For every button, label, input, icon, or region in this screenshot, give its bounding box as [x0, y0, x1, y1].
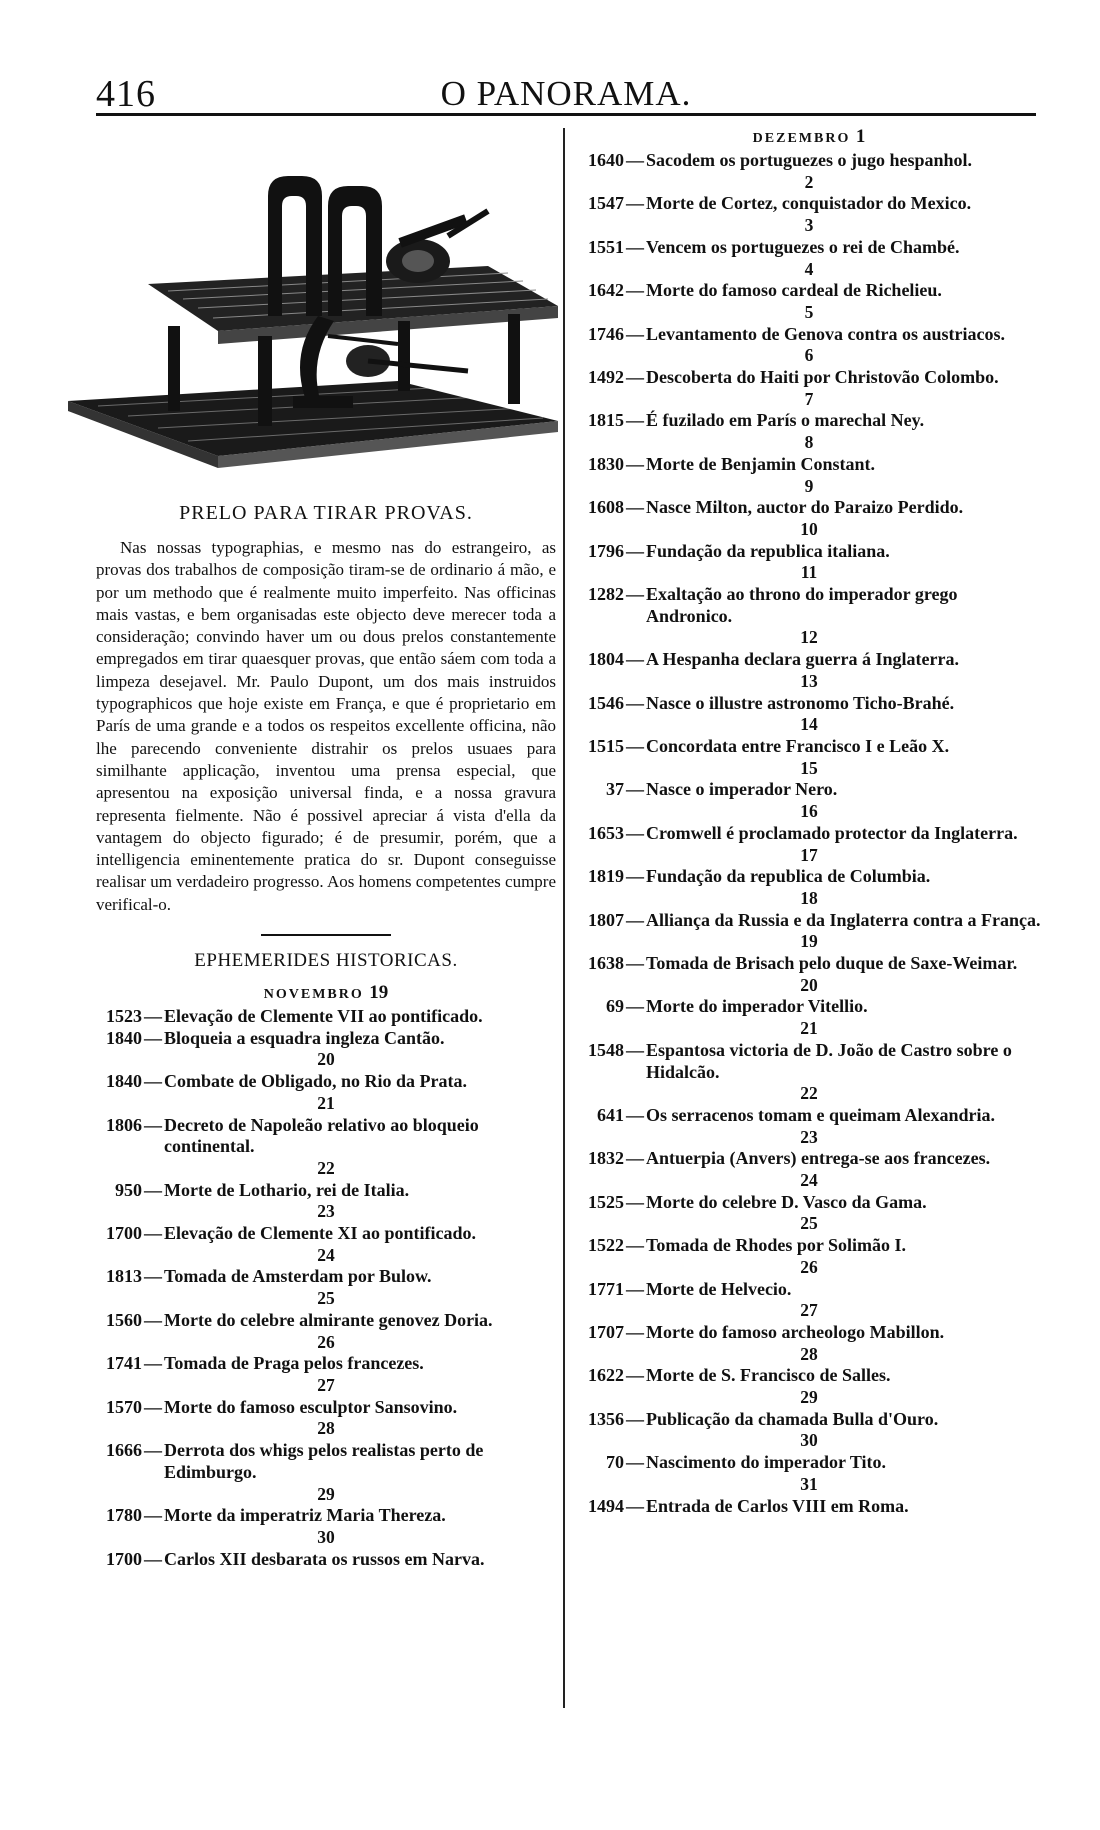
december-entries — [574, 150, 1044, 1517]
day-heading: 4 — [804, 258, 814, 279]
day-heading: 19 — [800, 931, 818, 952]
month-name: NOVEMBRO — [263, 987, 364, 1003]
day-heading: 9 — [804, 475, 814, 496]
ephemeris-entry — [574, 584, 1044, 627]
entry-year: 1840 — [106, 1027, 142, 1048]
day-heading: 31 — [800, 1473, 818, 1494]
entry-dash: — — [626, 1039, 644, 1060]
entry-dash: — — [144, 1548, 162, 1569]
entry-dash: — — [626, 1365, 644, 1386]
entry-text: Elevação de Clemente VII ao pontificado. — [164, 1006, 483, 1027]
entry-dash: — — [144, 1223, 162, 1244]
entry-dash: — — [144, 1440, 162, 1461]
ephemeris-entry — [574, 1365, 1044, 1387]
entry-text: Morte do famoso esculptor Sansovino. — [164, 1396, 458, 1417]
ephemeris-entry — [96, 1006, 556, 1028]
ephemeris-entry — [96, 1180, 556, 1202]
day-heading: 24 — [800, 1170, 818, 1191]
entry-text: Carlos XII desbarata os russos em Narva. — [164, 1548, 485, 1569]
entry-year: 1707 — [588, 1321, 624, 1342]
entry-text: Descoberta do Haiti por Christovão Colombo. — [646, 367, 999, 388]
entry-year: 1796 — [588, 540, 624, 561]
entry-text: Morte de Benjamin Constant. — [646, 453, 875, 474]
entry-year: 1523 — [106, 1006, 142, 1027]
ephemeris-entry — [96, 1115, 556, 1158]
ephemeris-entry — [574, 497, 1044, 519]
entry-dash: — — [144, 1353, 162, 1374]
entry-year: 1492 — [588, 367, 624, 388]
ephemeris-entry — [574, 1409, 1044, 1431]
entry-text: Morte de Helvecio. — [646, 1278, 792, 1299]
entry-text: Morte do imperador Vitellio. — [646, 996, 868, 1017]
entry-dash: — — [626, 1104, 644, 1125]
entry-dash: — — [626, 323, 644, 344]
entry-dash: — — [626, 280, 644, 301]
page-number: 416 — [96, 73, 156, 115]
entry-year: 70 — [606, 1452, 624, 1473]
entry-year: 1840 — [106, 1071, 142, 1092]
day-heading: 26 — [800, 1256, 818, 1277]
entry-text: Tomada de Rhodes por Solimão I. — [646, 1235, 907, 1256]
day-heading: 10 — [800, 518, 818, 539]
entry-year: 950 — [115, 1179, 142, 1200]
november-entries — [96, 1006, 556, 1570]
day-heading: 17 — [800, 844, 818, 865]
entry-year: 37 — [606, 779, 624, 800]
header-rule — [96, 113, 1036, 116]
entry-text: Exaltação ao throno do imperador grego Andronico. — [646, 584, 958, 626]
day-heading: 22 — [800, 1083, 818, 1104]
entry-year: 1515 — [588, 735, 624, 756]
entry-text: Morte de Cortez, conquistador do Mexico. — [646, 193, 972, 214]
entry-text: Fundação da republica italiana. — [646, 540, 890, 561]
ephemeris-entry — [574, 1040, 1044, 1083]
entry-text: Cromwell é proclamado protector da Inglaterra. — [646, 822, 1018, 843]
day-heading: 14 — [800, 714, 818, 735]
entry-text: Fundação da republica de Columbia. — [646, 866, 931, 887]
entry-text: Morte do celebre almirante genovez Doria. — [164, 1309, 493, 1330]
entry-year: 1642 — [588, 280, 624, 301]
entry-year: 1525 — [588, 1191, 624, 1212]
day-heading: 27 — [800, 1300, 818, 1321]
entry-dash: — — [144, 1309, 162, 1330]
entry-dash: — — [626, 1408, 644, 1429]
day-heading: 28 — [800, 1343, 818, 1364]
entry-year: 1622 — [588, 1365, 624, 1386]
ephemeris-entry — [574, 1105, 1044, 1127]
day-heading: 23 — [800, 1126, 818, 1147]
day-heading: 28 — [317, 1418, 335, 1439]
ephemeris-entry — [96, 1353, 556, 1375]
ephemerides-title: EPHEMERIDES HISTORICAS. — [194, 950, 458, 972]
month-heading-december — [574, 126, 1044, 148]
entry-dash: — — [626, 410, 644, 431]
entry-dash: — — [626, 822, 644, 843]
entry-year: 1546 — [588, 692, 624, 713]
ephemeris-entry — [96, 1223, 556, 1245]
entry-year: 1807 — [588, 909, 624, 930]
ephemeris-entry — [574, 866, 1044, 888]
entry-dash: — — [626, 692, 644, 713]
entry-text: Derrota dos whigs pelos realistas perto de Edimburgo. — [164, 1440, 484, 1482]
right-column — [574, 126, 1044, 1517]
ephemeris-entry — [574, 367, 1044, 389]
ephemeris-entry — [574, 1496, 1044, 1518]
entry-year: 1832 — [588, 1148, 624, 1169]
entry-text: Morte de S. Francisco de Salles. — [646, 1365, 891, 1386]
entry-dash: — — [626, 150, 644, 170]
entry-text: Nasce Milton, auctor do Paraizo Perdido. — [646, 497, 964, 518]
ephemeris-entry — [574, 996, 1044, 1018]
ephemeris-entry — [574, 1235, 1044, 1257]
entry-year: 1551 — [588, 236, 624, 257]
entry-text: Espantosa victoria de D. João de Castro sobre o Hidalcão. — [646, 1039, 1012, 1082]
ephemeris-entry — [574, 1452, 1044, 1474]
day-heading: 13 — [800, 670, 818, 691]
ephemeris-entry — [574, 953, 1044, 975]
entry-dash: — — [144, 1266, 162, 1287]
entry-year: 1640 — [588, 150, 624, 170]
entry-year: 1819 — [588, 866, 624, 887]
ephemeris-entry — [574, 823, 1044, 845]
printing-press-illustration — [68, 166, 568, 486]
entry-dash: — — [626, 1278, 644, 1299]
entry-year: 1830 — [588, 453, 624, 474]
month-start-day: 19 — [369, 982, 389, 1004]
entry-text: Sacodem os portuguezes o jugo hespanhol. — [646, 150, 973, 170]
entry-text: Nasce o illustre astronomo Ticho-Brahé. — [646, 692, 955, 713]
entry-dash: — — [626, 584, 644, 605]
entry-year: 1746 — [588, 323, 624, 344]
ephemeris-entry — [96, 1028, 556, 1050]
entry-dash: — — [626, 779, 644, 800]
entry-text: Tomada de Amsterdam por Bulow. — [164, 1266, 432, 1287]
entry-text: Morte do famoso cardeal de Richelieu. — [646, 280, 942, 301]
entry-text: Publicação da chamada Bulla d'Ouro. — [646, 1408, 939, 1429]
entry-text: Morte de Lothario, rei de Italia. — [164, 1179, 410, 1200]
entry-year: 1780 — [106, 1505, 142, 1526]
month-heading-november — [96, 982, 556, 1004]
ephemeris-entry — [574, 736, 1044, 758]
entry-text: Concordata entre Francisco I e Leão X. — [646, 735, 950, 756]
entry-dash: — — [626, 367, 644, 388]
entry-year: 1666 — [106, 1440, 142, 1461]
day-heading: 22 — [317, 1157, 335, 1178]
press-engraving — [96, 126, 556, 496]
entry-dash: — — [626, 1452, 644, 1473]
ephemeris-entry — [574, 454, 1044, 476]
entry-text: Tomada de Praga pelos francezes. — [164, 1353, 424, 1374]
entry-dash: — — [626, 909, 644, 930]
entry-text: Levantamento de Genova contra os austriacos. — [646, 323, 1005, 344]
ephemeris-entry — [574, 1192, 1044, 1214]
entry-dash: — — [144, 1027, 162, 1048]
entry-dash: — — [144, 1396, 162, 1417]
entry-dash: — — [144, 1006, 162, 1027]
entry-text: Os serracenos tomam e queimam Alexandria. — [646, 1104, 995, 1125]
entry-year: 1700 — [106, 1548, 142, 1569]
day-heading: 20 — [317, 1049, 335, 1070]
entry-year: 1815 — [588, 410, 624, 431]
entry-year: 1653 — [588, 822, 624, 843]
ephemeris-entry — [574, 693, 1044, 715]
section-rule — [261, 934, 391, 936]
ephemeris-entry — [574, 1322, 1044, 1344]
entry-year: 1356 — [588, 1408, 624, 1429]
entry-dash: — — [626, 996, 644, 1017]
ephemeris-entry — [574, 150, 1044, 172]
day-heading: 2 — [804, 171, 814, 192]
day-heading: 27 — [317, 1375, 335, 1395]
entry-text: Morte do famoso archeologo Mabillon. — [646, 1321, 945, 1342]
entry-dash: — — [626, 649, 644, 670]
entry-text: Nasce o imperador Nero. — [646, 779, 838, 800]
ephemeris-entry — [574, 541, 1044, 563]
entry-dash: — — [144, 1179, 162, 1200]
day-heading: 29 — [317, 1483, 335, 1504]
entry-year: 69 — [606, 996, 624, 1017]
ephemeris-entry — [574, 410, 1044, 432]
day-heading: 25 — [317, 1288, 335, 1309]
day-heading: 6 — [804, 345, 814, 366]
day-heading: 25 — [800, 1213, 818, 1234]
entry-text: Alliança da Russia e da Inglaterra contra a França. — [646, 909, 1041, 930]
entry-dash: — — [144, 1071, 162, 1092]
day-heading: 30 — [800, 1430, 818, 1451]
entry-year: 1806 — [106, 1114, 142, 1135]
entry-text: Morte do celebre D. Vasco da Gama. — [646, 1191, 927, 1212]
ephemeris-entry — [574, 1148, 1044, 1170]
day-heading: 16 — [800, 801, 818, 822]
day-heading: 29 — [800, 1387, 818, 1408]
page-header — [96, 72, 1036, 116]
ephemeris-entry — [96, 1266, 556, 1288]
day-heading: 11 — [800, 562, 818, 583]
entry-text: Antuerpia (Anvers) entrega-se aos francezes. — [646, 1148, 991, 1169]
ephemeris-entry — [574, 1279, 1044, 1301]
day-heading: 8 — [804, 432, 814, 453]
entry-text: Nascimento do imperador Tito. — [646, 1452, 887, 1473]
entry-dash: — — [626, 453, 644, 474]
day-heading: 21 — [800, 1018, 818, 1039]
ephemeris-entry — [96, 1071, 556, 1093]
ephemeris-entry — [574, 193, 1044, 215]
day-heading: 18 — [800, 887, 818, 908]
entry-dash: — — [144, 1114, 162, 1135]
month-start-day: 1 — [855, 126, 866, 147]
ephemeris-entry — [96, 1397, 556, 1419]
entry-year: 1608 — [588, 497, 624, 518]
day-heading: 7 — [804, 388, 814, 409]
entry-dash: — — [626, 1495, 644, 1516]
entry-dash: — — [626, 1191, 644, 1212]
entry-year: 641 — [597, 1104, 624, 1125]
month-name: DEZEMBRO — [752, 131, 851, 146]
journal-title: O PANORAMA. — [440, 74, 692, 113]
entry-text: Entrada de Carlos VIII em Roma. — [646, 1495, 909, 1516]
entry-year: 1547 — [588, 193, 624, 214]
entry-text: Vencem os portuguezes o rei de Chambé. — [646, 236, 960, 257]
ephemeris-entry — [574, 910, 1044, 932]
ephemeris-entry — [96, 1440, 556, 1483]
day-heading: 30 — [317, 1526, 335, 1547]
entry-dash: — — [626, 1235, 644, 1256]
entry-year: 1700 — [106, 1223, 142, 1244]
entry-dash: — — [626, 1148, 644, 1169]
day-heading: 24 — [317, 1244, 335, 1265]
entry-text: Combate de Obligado, no Rio da Prata. — [164, 1071, 468, 1092]
day-heading: 3 — [804, 215, 814, 236]
figure-caption: PRELO PARA TIRAR PROVAS. — [179, 502, 473, 524]
day-heading: 26 — [317, 1331, 335, 1352]
entry-dash: — — [144, 1505, 162, 1526]
entry-year: 1804 — [588, 649, 624, 670]
ephemeris-entry — [574, 280, 1044, 302]
day-heading: 20 — [800, 974, 818, 995]
entry-year: 1560 — [106, 1309, 142, 1330]
entry-year: 1548 — [588, 1039, 624, 1060]
entry-year: 1282 — [588, 584, 624, 605]
day-heading: 5 — [804, 301, 814, 322]
day-heading: 15 — [800, 757, 818, 778]
entry-text: É fuzilado em París o marechal Ney. — [646, 410, 925, 431]
entry-dash: — — [626, 193, 644, 214]
ephemeris-entry — [574, 237, 1044, 259]
ephemeris-entry — [96, 1505, 556, 1527]
entry-dash: — — [626, 540, 644, 561]
day-heading: 21 — [317, 1092, 335, 1113]
entry-dash: — — [626, 1321, 644, 1342]
ephemeris-entry — [574, 324, 1044, 346]
day-heading: 12 — [800, 627, 818, 648]
left-column — [96, 126, 556, 1570]
entry-year: 1638 — [588, 953, 624, 974]
entry-text: A Hespanha declara guerra á Inglaterra. — [646, 649, 959, 670]
entry-year: 1570 — [106, 1396, 142, 1417]
entry-dash: — — [626, 497, 644, 518]
ephemeris-entry — [96, 1310, 556, 1332]
entry-year: 1741 — [106, 1353, 142, 1374]
entry-dash: — — [626, 866, 644, 887]
ephemeris-entry — [574, 649, 1044, 671]
article-body — [96, 537, 556, 916]
entry-dash: — — [626, 236, 644, 257]
article-paragraph: Nas nossas typographias, e mesmo nas do estrangeiro, as provas dos trabalhos de composição tiram-se de ordinario á mão, e por um methodo que é realmente muito imperfeito. Nas officinas mais vastas, e bem organisadas este objecto deve merecer toda a consideração; convindo haver um ou dous prelos constantemente empregados em tirar quaesquer provas, que então sáem com toda a limpeza desejavel. Mr. Paulo Dupont, um dos mais instruidos typographicos que hoje existe em França, e que é proprietario em París de uma grande e a todos os respeitos excellente officina, não lhe parecendo conveniente distrahir os prelos usuaes para similhante applicação, inventou uma prensa especial, que apresentou na exposição universal finda, e a nossa gravura representa fielmente. Não é possivel apreciar á vista d'ella da vantagem do objecto figurado; é de presumir, porém, que a intelligencia eminentemente pratica do sr. Dupont conseguisse realisar um verdadeiro progresso. Aos homens competentes cumpre verifical-o. — [96, 538, 556, 914]
entry-text: Elevação de Clemente XI ao pontificado. — [164, 1223, 476, 1244]
entry-year: 1813 — [106, 1266, 142, 1287]
ephemeris-entry — [574, 779, 1044, 801]
entry-year: 1494 — [588, 1495, 624, 1516]
entry-dash: — — [626, 735, 644, 756]
entry-year: 1771 — [588, 1278, 624, 1299]
entry-text: Morte da imperatriz Maria Thereza. — [164, 1505, 446, 1526]
entry-text: Bloqueia a esquadra ingleza Cantão. — [164, 1027, 445, 1048]
entry-dash: — — [626, 953, 644, 974]
day-heading: 23 — [317, 1201, 335, 1222]
entry-year: 1522 — [588, 1235, 624, 1256]
entry-text: Tomada de Brisach pelo duque de Saxe-Weimar. — [646, 953, 1018, 974]
entry-text: Decreto de Napoleão relativo ao bloqueio continental. — [164, 1114, 479, 1157]
ephemeris-entry — [96, 1549, 556, 1571]
